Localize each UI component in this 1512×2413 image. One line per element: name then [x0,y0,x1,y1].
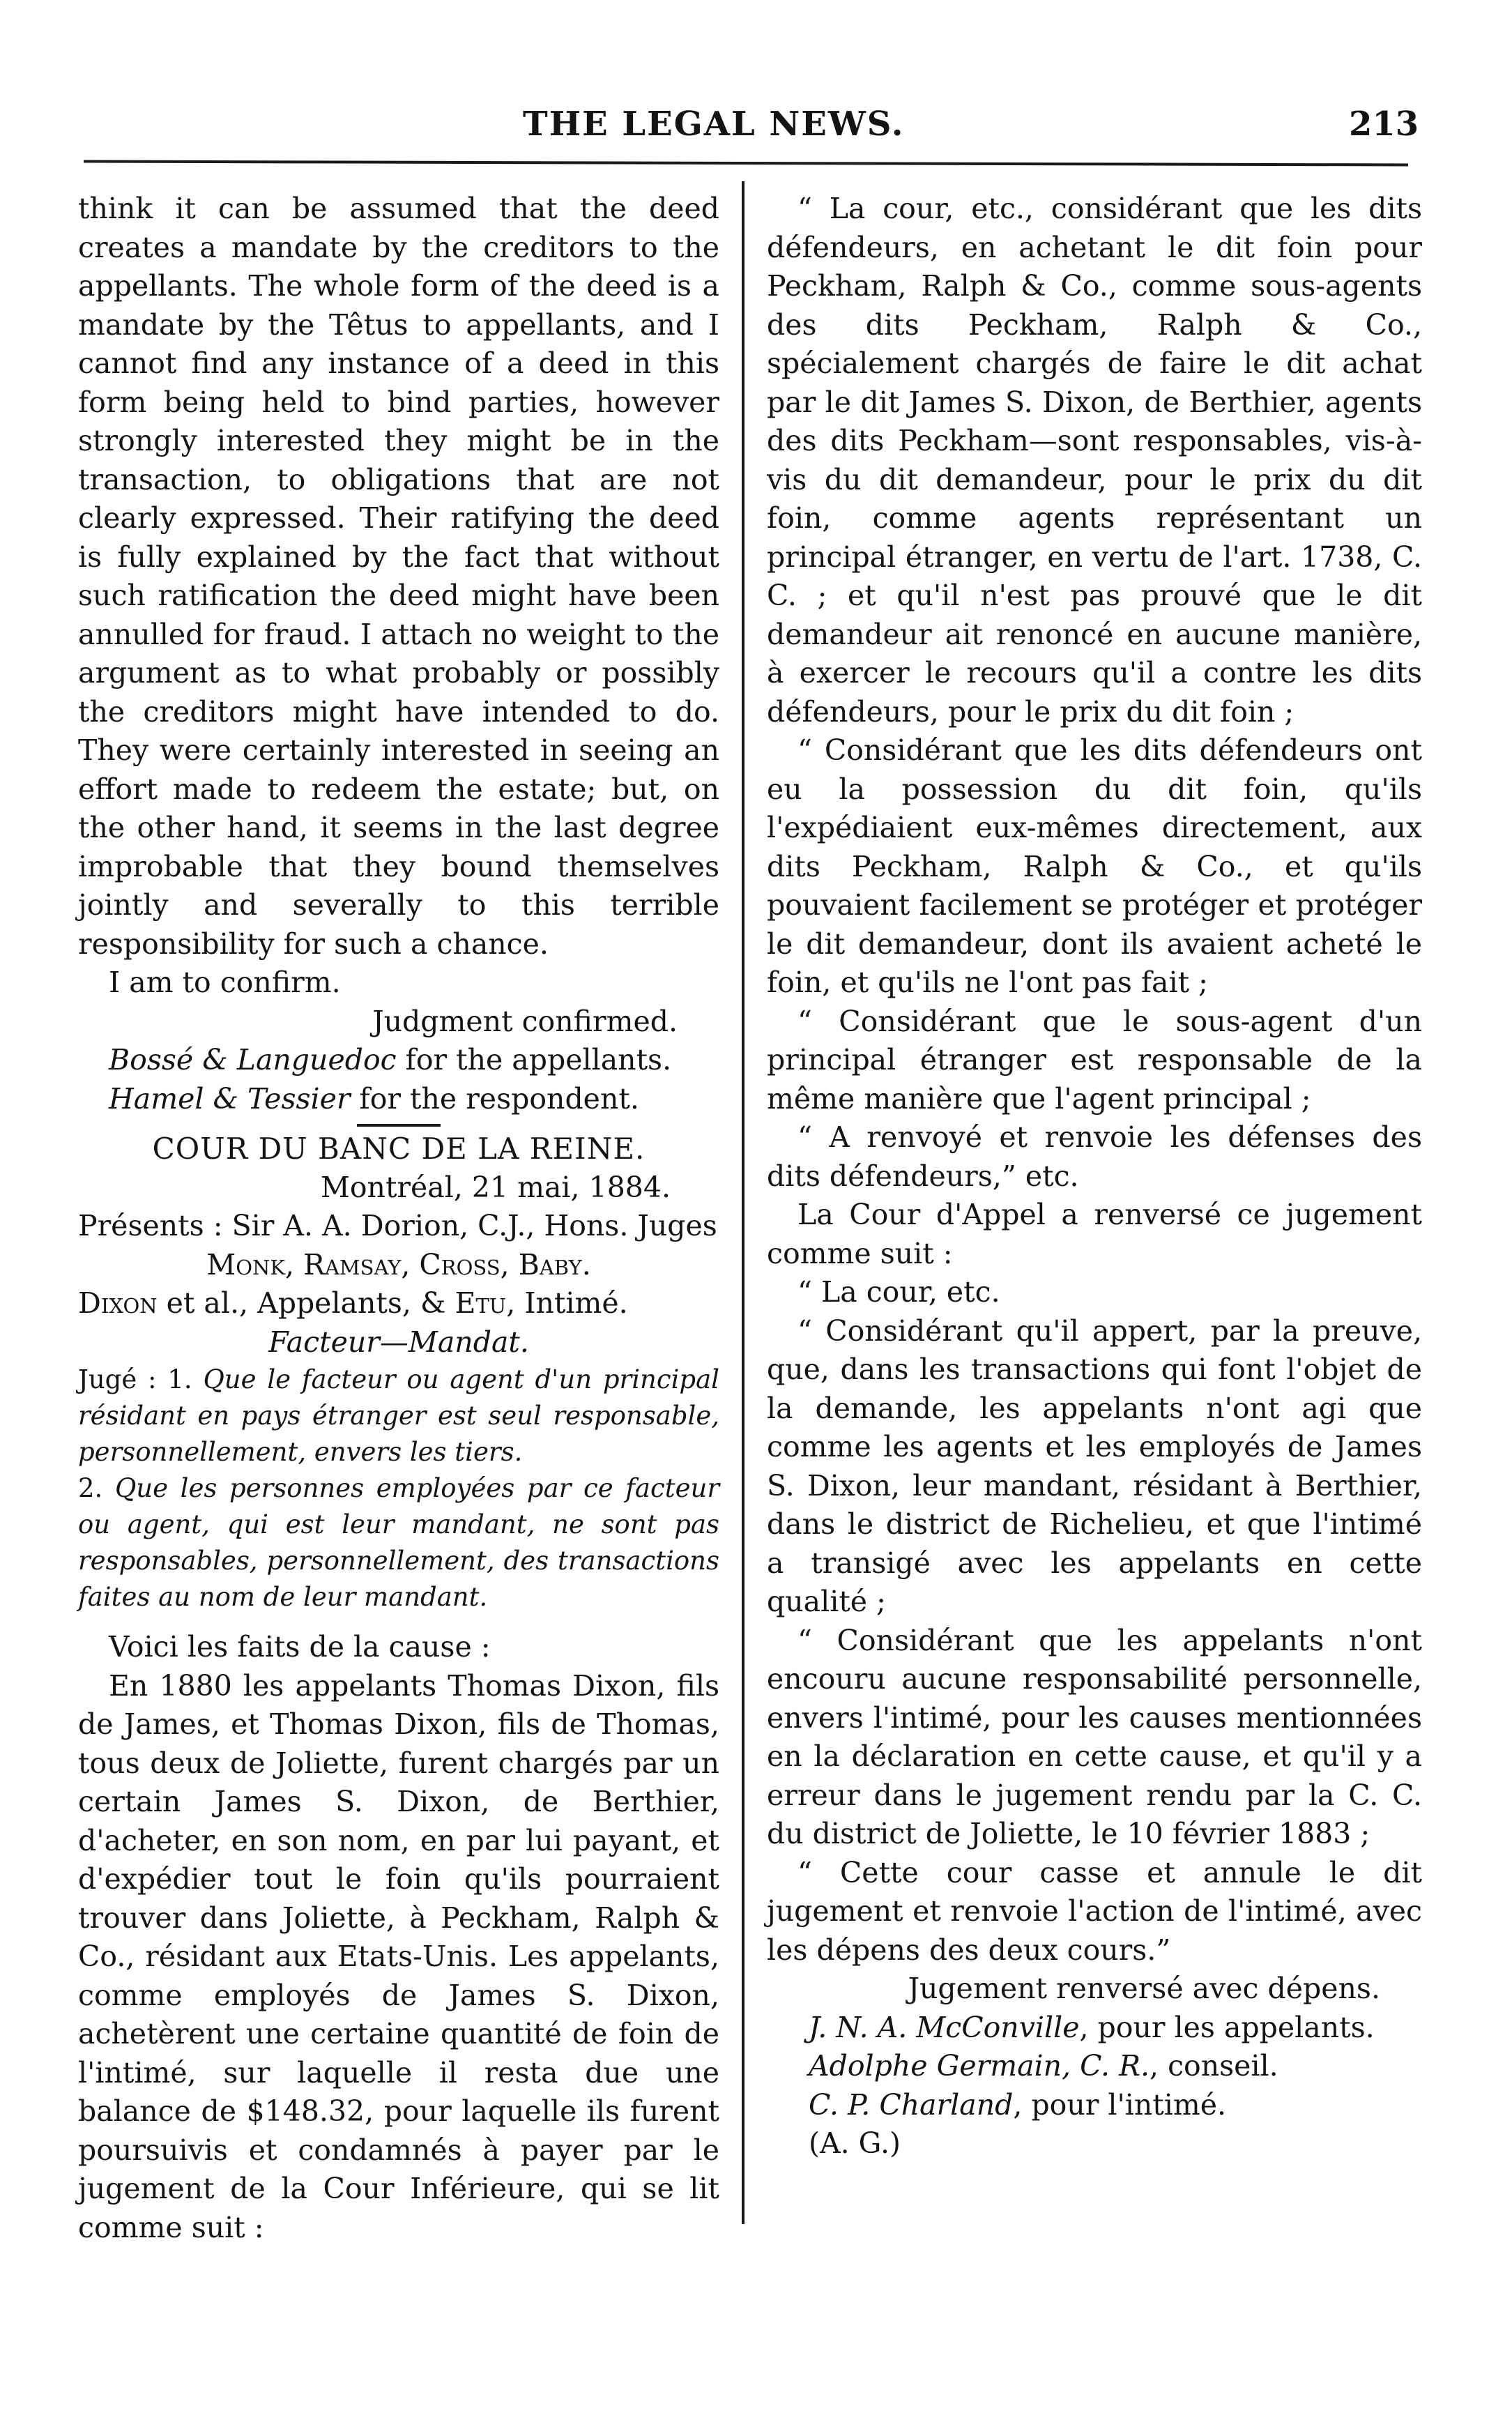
page-number: 213 [1349,105,1419,144]
running-title: THE LEGAL NEWS. [523,105,905,144]
counsel-line [78,1080,719,1119]
counsel-line [78,1041,719,1080]
paragraph: “ Considérant que les dits défendeurs ont eu la possession du dit foin, qu'ils l'expédiaient eux-mêmes directement, aux dits Peckham, Ralph & Co., et qu'ils pouvaient facilement se protéger et protéger le dit demandeur, dont ils avaient acheté le foin, et qu'ils ne l'ont pas fait ; [767,733,1422,999]
paragraph: La Cour d'Appel a renversé ce jugement comme suit : [767,1198,1422,1270]
presents-label: Présents : [78,1209,232,1242]
counsel-role: for the respondent. [350,1081,639,1116]
court-title: COUR DU BANC DE LA REINE. [152,1132,646,1166]
header-rule [84,160,1408,167]
paragraph: think it can be assumed that the deed creates a mandate by the creditors to the appellants. The whole form of the deed is a mandate by the Têtus to appellants, and I cannot find any instance of a deed in this form being held to bind parties, however strongly interested they might be in the transaction, to obligations that are not clearly expressed. Their ratifying the deed is fully explained by the fact that without such ratification the deed might have been annulled for fraud. I attach no weight to the argument as to what probably or possibly the creditors might have intended to do. They were certainly interested in seeing an effort made to redeem the estate; but, on the other hand, it seems in the last degree improbable that they bound themselves jointly and severally to this terrible responsibility for such a chance. [78,192,719,961]
running-head [0,105,1512,160]
right-column [767,190,1422,2163]
paragraph: “ Considérant que les appelants n'ont encouru aucune responsabilité personnelle, envers l'intimé, pour les causes mentionnées en la déclaration en cette cause, et qu'il y a erreur dans le jugement rendu par la C. C. du district de Joliette, le 10 février 1883 ; [767,1623,1422,1850]
juge-text: Que le facteur ou agent d'un principal résidant en pays étranger est seul responsable, personnellement, envers les tiers. [78,1364,719,1467]
juge-2 [78,1470,719,1615]
signature-role: , conseil. [1150,2049,1278,2083]
juge-text: Que les personnes employées par ce facteur ou agent, qui est leur mandant, ne sont pas responsables, personnellement, des transactions faites au nom de leur mandant. [78,1473,719,1612]
facts-paragraph: En 1880 les appelants Thomas Dixon, fils de James, et Thomas Dixon, fils de Thomas, tous deux de Joliette, furent chargés par un certain James S. Dixon, de Berthier, d'acheter, en son nom, en par lui payant, et d'expédier tout le foin qu'ils pourraient trouver dans Joliette, à Peckham, Ralph & Co., résidant aux Etats-Unis. Les appelants, comme employés de James S. Dixon, achetèrent une certaine quantité de foin de l'intimé, sur laquelle il resta due une balance de $148.32, pour laquelle ils furent poursuivis et condamnés à payer par le jugement de la Cour Inférieure, qui se lit comme suit : [78,1668,719,2244]
paragraph: “ La cour, etc., considérant que les dits défendeurs, en achetant le dit foin pour Peckham, Ralph & Co., comme sous-agents des dits Peckham, Ralph & Co., spécialement chargés de faire le dit achat par le dit James S. Dixon, de Berthier, agents des dits Peckham—sont responsables, vis-à-vis du dit demandeur, pour le prix du dit foin, comme agents représentant un principal étranger, en vertu de l'art. 1738, C. C. ; et qu'il n'est pas prouvé que le dit demandeur ait renoncé en aucune manière, à exercer le recours qu'il a contre les dits défendeurs, pour le prix du dit foin ; [767,192,1422,729]
counsel-name: Hamel & Tessier [109,1081,351,1116]
counsel-name: Bossé & Languedoc [109,1043,397,1076]
section-rule [357,1124,441,1127]
dateline: Montréal, 21 mai, 1884. [320,1170,671,1204]
judgment-line: Judgment confirmed. [372,1004,678,1038]
signature-role: , pour les appelants. [1079,2010,1375,2044]
parties-text: , Intimé. [506,1286,628,1320]
parties-line [78,1284,719,1323]
final-judgment: Jugement renversé avec dépens. [908,1972,1380,2005]
paragraph: “ Considérant qu'il appert, par la preuve, que, dans les transactions qui font l'objet de la demande, les appelants n'ont agi que comme les agents et les employés de James S. Dixon, leur mandant, résidant à Berthier, dans le district de Richelieu, et que l'intimé a transigé avec les appelants en cette qualité ; [767,1314,1422,1618]
paragraph: “ Considérant que le sous-agent d'un principal étranger est responsable de la même manière que l'agent principal ; [767,1004,1422,1116]
initials: (A. G.) [809,2126,901,2160]
left-column [78,190,719,2247]
signature-name: C. P. Charland [809,2087,1014,2122]
signature-line [767,2086,1422,2125]
paragraph: “ Cette cour casse et annule le dit jugement et renvoie l'action de l'intimé, avec les dépens des deux cours.” [767,1855,1422,1967]
signature-line [767,2009,1422,2048]
signature-role: , pour l'intimé. [1013,2087,1227,2122]
juge-label: Jugé : 1. [78,1364,204,1394]
column-divider [742,181,744,2224]
respondent-name: Etu [455,1286,507,1320]
spacer [78,1615,719,1628]
presents-line [78,1207,719,1246]
juge-label: 2. [78,1473,115,1503]
juge-1 [78,1362,719,1470]
paragraph: “ La cour, etc. [797,1275,1000,1309]
parties-text: et al., Appelants, & [157,1286,455,1320]
presents-judges: Monk, Ramsay, Cross, Baby. [206,1247,591,1281]
paragraph: I am to confirm. [109,966,341,999]
case-subject: Facteur—Mandat. [268,1325,529,1359]
signature-name: Adolphe Germain, C. R. [809,2049,1150,2083]
signature-line [767,2047,1422,2086]
counsel-role: for the appellants. [396,1043,672,1076]
presents-text: Sir A. A. Dorion, C.J., Hons. Juges [231,1209,717,1242]
paragraph: “ A renvoyé et renvoie les défenses des dits défendeurs,” etc. [767,1120,1422,1193]
facts-intro: Voici les faits de la cause : [109,1630,491,1664]
signature-name: J. N. A. McConville [809,2010,1080,2044]
appellant-name: Dixon [78,1286,158,1320]
